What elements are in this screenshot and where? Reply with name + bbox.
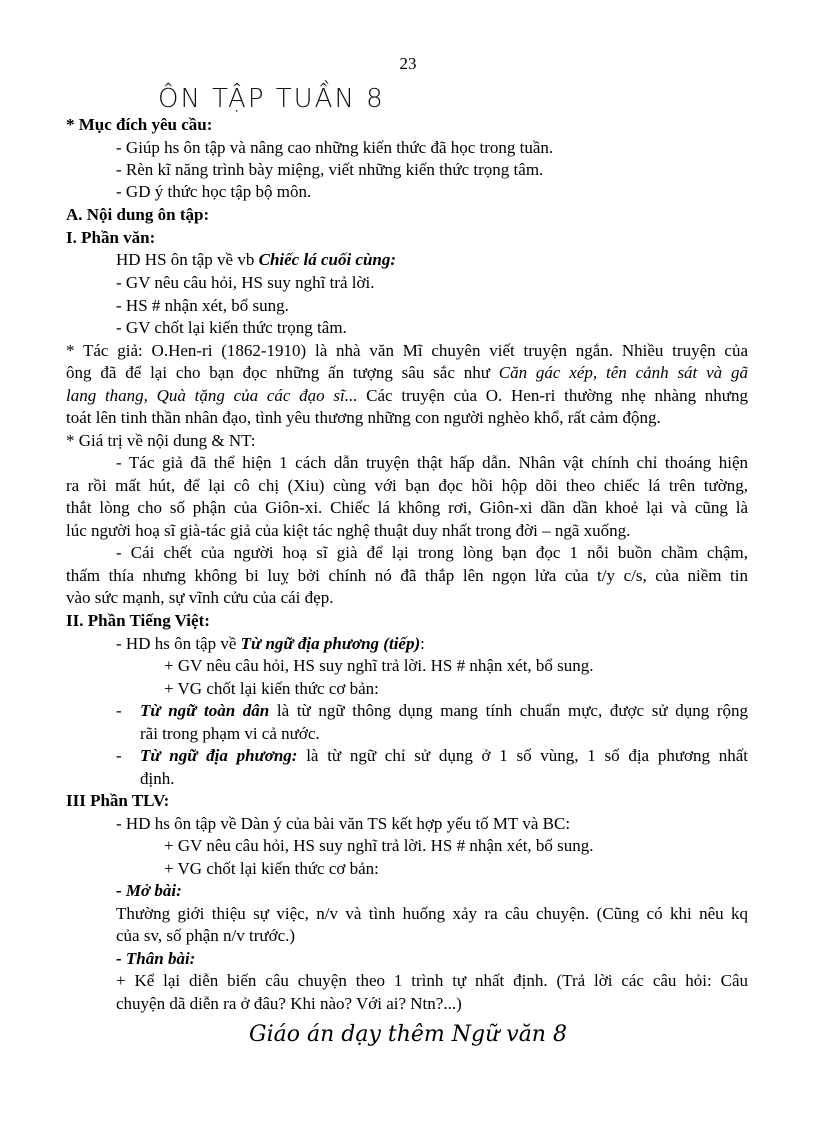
text-line (116, 634, 425, 654)
heading-composition: III Phần TLV: (66, 791, 170, 810)
text-line: - Giúp hs ôn tập và nâng cao những kiến thức đã học trong tuần. (116, 138, 554, 157)
text-line: - GV chốt lại kiến thức trọng tâm. (116, 318, 347, 337)
text-run: - HD hs ôn tập về (116, 634, 241, 653)
topic-title: Từ ngữ địa phương (tiếp) (240, 634, 421, 653)
page-number: 23 (399, 54, 417, 73)
text-line: lúc người hoạ sĩ già-tác giả của kiệt tác nghệ thuật duy nhất trong đời – ngã xuống. (66, 521, 631, 540)
text-run: ông đã để lại cho bạn đọc những ấn tượng sâu sắc như (66, 363, 499, 382)
text-line: + GV nêu câu hỏi, HS suy nghĩ trả lời. HS # nhận xét, bổ sung. (164, 836, 594, 855)
work-titles: lang thang, Quà tặng của các đạo sĩ... (66, 386, 358, 405)
work-title: Chiếc lá cuối cùng: (258, 250, 397, 269)
subheading-intro: - Mở bài: (116, 881, 182, 900)
text-line (66, 363, 748, 383)
text-line: * Giá trị về nội dung & NT: (66, 431, 256, 450)
text-line: của sv, số phận n/v trước.) (116, 926, 296, 945)
text-run: Các truyện của O. Hen-ri thường nhẹ nhàng nhưng (357, 386, 748, 405)
heading-objectives: * Mục đích yêu cầu: (66, 115, 213, 134)
text-line: + GV nêu câu hỏi, HS suy nghĩ trả lời. HS # nhận xét, bổ sung. (164, 656, 594, 675)
text-run: là từ ngữ chỉ sử dụng ở 1 số vùng, 1 số địa phương nhất (297, 746, 749, 765)
term: Từ ngữ toàn dân (140, 701, 270, 720)
text-line (66, 386, 748, 406)
work-titles: Căn gác xép, tên cảnh sát và gã (498, 363, 748, 382)
text-line: - Cái chết của người hoạ sĩ già để lại trong lòng bạn đọc 1 nỗi buồn chầm chậm, (116, 543, 748, 562)
text-line: định. (140, 769, 175, 788)
term: Từ ngữ địa phương: (140, 746, 298, 765)
text-line: + VG chốt lại kiến thức cơ bản: (164, 679, 379, 698)
text-line: Thường giới thiệu sự việc, n/v và tình huống xảy ra câu chuyện. (Cũng có khi nêu kq (116, 904, 748, 923)
text-line: rãi trong phạm vi cả nước. (140, 724, 320, 743)
text-line: - GD ý thức học tập bộ môn. (116, 182, 312, 201)
text-line: chuyện dã diễn ra ở đâu? Khi nào? Với ai? Ntn?...) (116, 994, 462, 1013)
text-line: thấm thía nhưng không bi luỵ bởi chính nó đã thắp lên ngọn lửa của t/y c/s, của niềm tin (66, 566, 748, 585)
text-run: HD HS ôn tập về vb (116, 250, 259, 269)
list-bullet: - (116, 701, 122, 720)
text-run: là từ ngữ thông dụng mang tính chuẩn mực, được sử dụng rộng (269, 701, 749, 720)
text-line: - HD hs ôn tập về Dàn ý của bài văn TS kết hợp yếu tố MT và BC: (116, 814, 571, 833)
text-line: * Tác giả: O.Hen-ri (1862-1910) là nhà văn Mĩ chuyên viết truyện ngắn. Nhiều truyện của (66, 341, 748, 360)
text-line: - Rèn kĩ năng trình bày miệng, viết những kiến thức trọng tâm. (116, 160, 544, 179)
text-line (140, 746, 748, 766)
text-line (116, 250, 396, 270)
text-line: - GV nêu câu hỏi, HS suy nghĩ trả lời. (116, 273, 375, 292)
heading-vietnamese: II. Phần Tiếng Việt: (66, 611, 210, 630)
text-line: - Tác giả đã thể hiện 1 cách dẫn truyện thật hấp dẫn. Nhân vật chính chỉ thoáng hiện (116, 453, 748, 472)
text-line: ra rồi mất hút, để lại cô chị (Xiu) cùng với bạn đọc hồi hộp dõi theo chiếc lá trên tường, (66, 476, 748, 495)
text-line: thắt lòng cho số phận của Giôn-xi. Chiếc lá không rơi, Giôn-xi dần dần khoẻ lại và cũng là (66, 498, 748, 517)
text-run: : (420, 634, 425, 653)
text-line: + VG chốt lại kiến thức cơ bản: (164, 859, 379, 878)
text-line: - HS # nhận xét, bổ sung. (116, 296, 289, 315)
subheading-body: - Thân bài: (116, 949, 196, 968)
text-line: toát lên tinh thần nhân đạo, tình yêu thương những con người nghèo khổ, rất cảm động. (66, 408, 661, 427)
text-line (140, 701, 748, 721)
heading-literature: I. Phần văn: (66, 228, 156, 247)
heading-section-a: A. Nội dung ôn tập: (66, 205, 210, 224)
list-bullet: - (116, 746, 122, 765)
page-title: ÔN TẬP TUẦN 8 (158, 84, 385, 114)
text-line: + Kể lại diễn biến câu chuyện theo 1 trình tự nhất định. (Trả lời các câu hỏi: Câu (116, 971, 748, 990)
text-line: vào sức mạnh, sự vĩnh cửu của cái đẹp. (66, 588, 334, 607)
page-footer: Giáo án dạy thêm Ngữ văn 8 (249, 1022, 567, 1047)
